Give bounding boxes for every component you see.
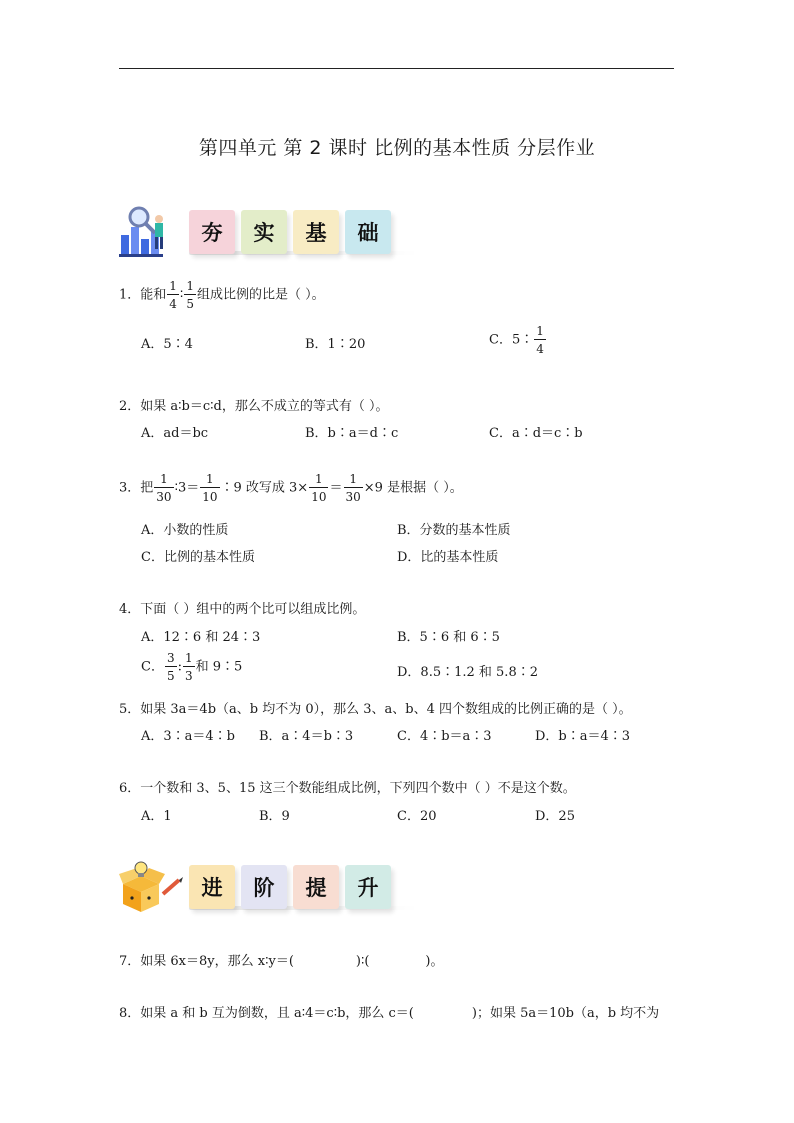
option-c[interactable]: C．20 <box>397 809 437 824</box>
section-tile: 基 <box>293 210 339 254</box>
question-text: ∶ <box>179 287 184 303</box>
question-text: )∶( <box>355 954 370 969</box>
section-tile: 提 <box>293 865 339 909</box>
section-banner-advanced <box>119 860 419 914</box>
section-tile: 进 <box>189 865 235 909</box>
option-a[interactable]: A．3∶a＝4∶b <box>141 729 236 744</box>
question-text: 1．能和 <box>119 287 167 303</box>
question-7 <box>119 950 444 969</box>
question-1 <box>119 280 325 310</box>
question-text: ×9 是根据（ ）。 <box>363 480 463 496</box>
option-a[interactable]: A．1 <box>141 809 172 824</box>
option-text: : <box>177 659 182 675</box>
section-banner-basic <box>119 205 419 259</box>
question-text: ＝ <box>329 480 343 496</box>
fraction: $\frac{1}{5}$ <box>186 279 194 311</box>
option-b[interactable]: B．9 <box>259 809 290 824</box>
option-b[interactable]: B．1∶20 <box>305 337 366 352</box>
fraction: $\frac{1}{4}$ <box>169 279 177 311</box>
fraction: $\frac{1}{30}$ <box>156 472 172 504</box>
question-text: )。 <box>425 954 444 969</box>
question-2: 2．如果 a∶b＝c∶d，那么不成立的等式有（ ）。 <box>119 399 389 414</box>
option-d[interactable]: D．25 <box>535 809 575 824</box>
option-b[interactable]: B．b∶a＝d∶c <box>305 426 399 441</box>
open-box-lightbulb-icon <box>119 860 185 914</box>
fraction: $\frac{3}{5}$ <box>166 651 175 683</box>
fraction: $\frac{1}{30}$ <box>345 472 361 504</box>
section-tile: 础 <box>345 210 391 254</box>
option-text: C．5∶ <box>489 332 534 348</box>
option-text: 和 9∶5 <box>195 659 243 675</box>
page-title: 第四单元 第 2 课时 比例的基本性质 分层作业 <box>198 137 596 159</box>
option-b[interactable]: B．a∶4＝b∶3 <box>259 729 354 744</box>
option-a[interactable]: A．5∶4 <box>141 337 193 352</box>
question-text: 8．如果 a 和 b 互为倒数，且 a∶4＝c∶b，那么 c＝( <box>119 1006 414 1021</box>
question-5: 5．如果 3a＝4b（a、b 均不为 0），那么 3、a、b、4 四个数组成的比例正确的是（ ）。 <box>119 702 632 717</box>
fraction: $\frac{1}{4}$ <box>536 324 544 356</box>
option-c[interactable] <box>141 652 242 682</box>
question-text: 7．如果 6x＝8y，那么 x∶y＝( <box>119 954 294 969</box>
question-text: 3．把 <box>119 480 154 496</box>
fraction: $\frac{1}{10}$ <box>311 472 327 504</box>
question-text: ∶3＝ <box>174 480 200 496</box>
option-text: C． <box>141 659 164 675</box>
option-c[interactable]: C．4∶b＝a∶3 <box>397 729 492 744</box>
section-tile: 夯 <box>189 210 235 254</box>
option-d[interactable]: D．8.5∶1.2 和 5.8∶2 <box>397 665 538 680</box>
option-a[interactable]: A．小数的性质 <box>141 523 229 538</box>
option-c[interactable]: C．比例的基本性质 <box>141 550 255 565</box>
question-4: 4．下面（ ）组中的两个比可以组成比例。 <box>119 602 366 617</box>
bar-chart-magnifier-icon <box>119 205 185 259</box>
question-8 <box>119 1002 659 1021</box>
option-a[interactable]: A．ad＝bc <box>141 426 209 441</box>
section-tile: 实 <box>241 210 287 254</box>
option-b[interactable]: B．5∶6 和 6∶5 <box>397 630 500 645</box>
question-text: ∶9 改写成 3× <box>220 480 309 496</box>
section-tile: 阶 <box>241 865 287 909</box>
option-c[interactable]: C．a∶d＝c∶b <box>489 426 583 441</box>
header-rule <box>119 68 674 69</box>
section-tile: 升 <box>345 865 391 909</box>
option-d[interactable]: D．比的基本性质 <box>397 550 499 565</box>
question-text: 组成比例的比是（ ）。 <box>196 287 325 303</box>
fraction: $\frac{1}{10}$ <box>202 472 218 504</box>
option-c[interactable] <box>489 325 547 355</box>
fraction: $\frac{1}{3}$ <box>184 651 193 683</box>
question-6: 6．一个数和 3、5、15 这三个数能组成比例，下列四个数中（ ）不是这个数。 <box>119 781 576 796</box>
question-3 <box>119 473 463 503</box>
option-a[interactable]: A．12∶6 和 24∶3 <box>141 630 261 645</box>
question-text: )；如果 5a＝10b（a，b 均不为 <box>471 1006 660 1021</box>
option-b[interactable]: B．分数的基本性质 <box>397 523 511 538</box>
option-d[interactable]: D．b∶a＝4∶3 <box>535 729 631 744</box>
